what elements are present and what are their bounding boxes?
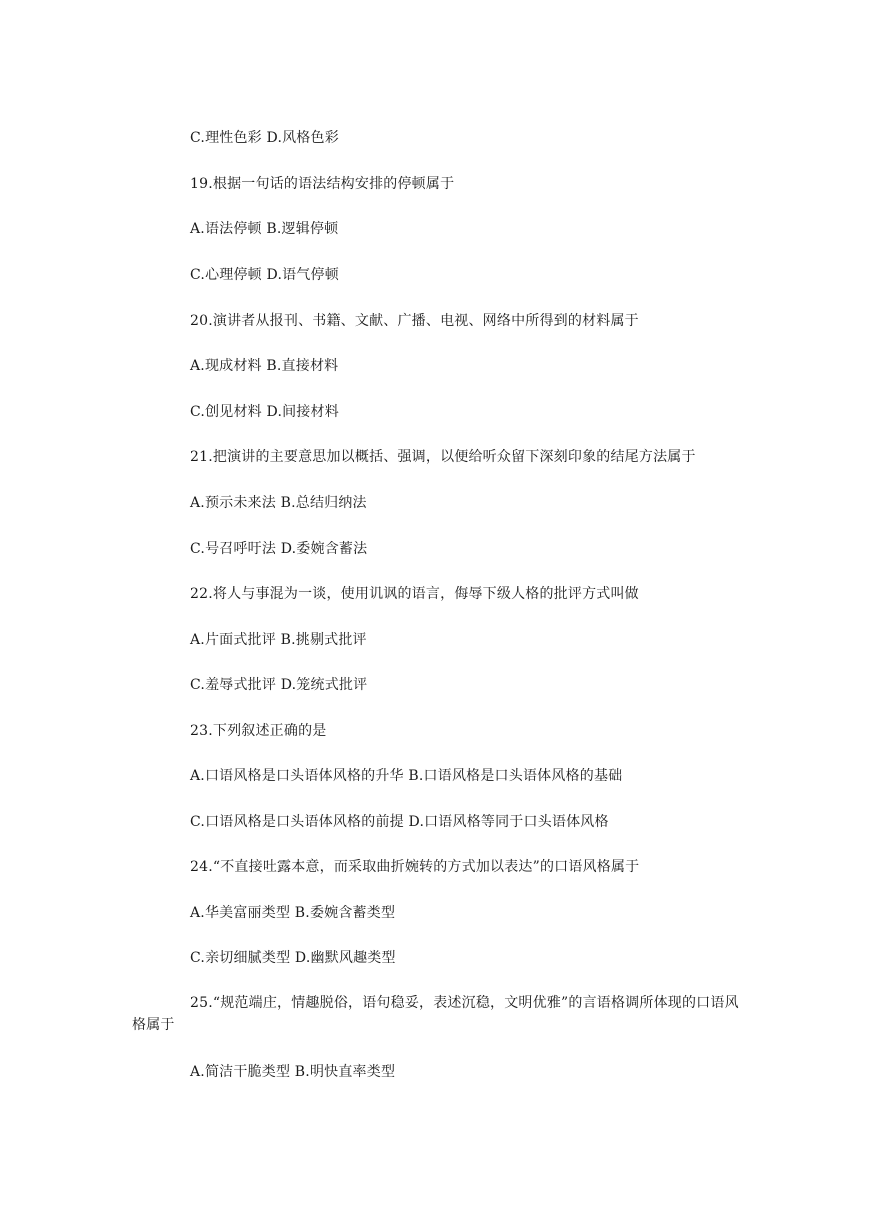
option-line-19-ab: A.语法停顿 B.逻辑停顿 <box>190 221 339 237</box>
option-line-19-cd: C.心理停顿 D.语气停顿 <box>190 267 339 283</box>
question-20: 20.演讲者从报刊、书籍、文献、广播、电视、网络中所得到的材料属于 <box>190 313 639 329</box>
question-23: 23.下列叙述正确的是 <box>190 723 327 739</box>
option-line-22-ab: A.片面式批评 B.挑剔式批评 <box>190 632 367 648</box>
option-line-23-cd: C.口语风格是口头语体风格的前提 D.口语风格等同于口头语体风格 <box>190 814 609 830</box>
option-line-18-cd: C.理性色彩 D.风格色彩 <box>190 130 339 146</box>
option-line-20-cd: C.创见材料 D.间接材料 <box>190 404 339 420</box>
option-line-24-cd: C.亲切细腻类型 D.幽默风趣类型 <box>190 950 396 966</box>
question-24: 24.“不直接吐露本意，而采取曲折婉转的方式加以表达”的口语风格属于 <box>190 859 640 875</box>
option-line-24-ab: A.华美富丽类型 B.委婉含蓄类型 <box>190 905 396 921</box>
question-25: 25.“规范端庄，情趣脱俗，语句稳妥，表述沉稳，文明优雅”的言语格调所体现的口语风格属于 <box>132 995 739 1033</box>
question-19: 19.根据一句话的语法结构安排的停顿属于 <box>190 176 455 192</box>
option-line-21-ab: A.预示未来法 B.总结归纳法 <box>190 495 367 511</box>
question-21: 21.把演讲的主要意思加以概括、强调，以便给听众留下深刻印象的结尾方法属于 <box>190 449 696 465</box>
option-line-23-ab: A.口语风格是口头语体风格的升华 B.口语风格是口头语体风格的基础 <box>190 768 623 784</box>
option-line-21-cd: C.号召呼吁法 D.委婉含蓄法 <box>190 541 368 557</box>
option-line-22-cd: C.羞辱式批评 D.笼统式批评 <box>190 677 368 693</box>
option-line-25-ab: A.简洁干脆类型 B.明快直率类型 <box>190 1064 396 1080</box>
option-line-20-ab: A.现成材料 B.直接材料 <box>190 358 339 374</box>
question-22: 22.将人与事混为一谈，使用讥讽的语言，侮辱下级人格的批评方式叫做 <box>190 586 639 602</box>
